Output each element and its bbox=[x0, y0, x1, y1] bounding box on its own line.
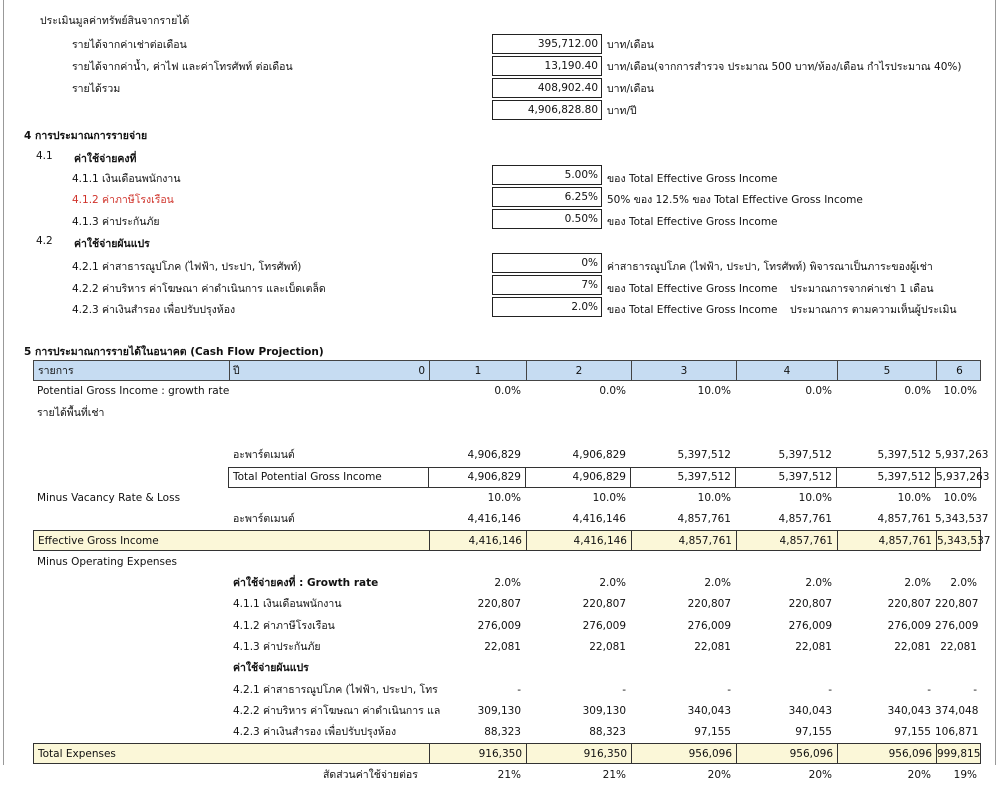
expense-percent: 6.25% bbox=[492, 187, 602, 207]
row-value-year-6: 276,009 bbox=[935, 620, 979, 632]
header-year-6: 6 bbox=[936, 361, 982, 380]
row-value-year-6 bbox=[935, 424, 981, 445]
row-value-year-3: 276,009 bbox=[687, 620, 731, 632]
expense-note: ค่าสาธารณูปโภค (ไฟฟ้า, ประปา, โทรศัพท์) พิจารณาเป็นภาระของผู้เช่า bbox=[607, 261, 933, 273]
row-value-year-5: 97,155 bbox=[894, 726, 931, 738]
row-value-year-4 bbox=[735, 403, 836, 424]
row-label: 4.2.3 ค่าเงินสำรอง เพื่อปรับปรุงห้อง bbox=[233, 726, 397, 738]
row-value-year-2: 4,416,146 bbox=[572, 513, 626, 525]
expense-note: ของ Total Effective Gross Income bbox=[607, 304, 778, 316]
row-label: Total Potential Gross Income bbox=[233, 471, 382, 483]
row-value-year-2: 88,323 bbox=[589, 726, 626, 738]
row-value-year-4: 340,043 bbox=[788, 705, 832, 717]
table-row bbox=[33, 530, 991, 551]
row-value-year-2: - bbox=[622, 684, 626, 696]
expense-note: 50% ของ 12.5% ของ Total Effective Gross Income bbox=[607, 194, 863, 206]
row-label: Minus Operating Expenses bbox=[37, 556, 177, 568]
row-value-year-4: 220,807 bbox=[788, 598, 832, 610]
row-value-year-4 bbox=[735, 424, 836, 445]
valuation-label: รายได้รวม bbox=[72, 83, 121, 95]
expense-note: ของ Total Effective Gross Income bbox=[607, 173, 778, 185]
row-value-year-4: 5,397,512 bbox=[735, 467, 836, 488]
table-header-row bbox=[33, 360, 981, 381]
row-value-year-5 bbox=[836, 403, 935, 424]
row-value-year-3: 5,397,512 bbox=[630, 467, 735, 488]
row-label: 4.1.1 เงินเดือนพนักงาน bbox=[233, 598, 342, 610]
row-value-year-6: 106,871 bbox=[935, 726, 979, 738]
row-value-year-3: 2.0% bbox=[704, 577, 731, 589]
row-label: Potential Gross Income : growth rate bbox=[37, 385, 230, 397]
valuation-value: 395,712.00 bbox=[492, 34, 602, 54]
valuation-title: ประเมินมูลค่าทรัพย์สินจากรายได้ bbox=[40, 15, 190, 27]
page-left-border bbox=[3, 0, 4, 765]
row-value-year-5: 20% bbox=[907, 769, 931, 781]
row-value-year-1: 4,416,146 bbox=[467, 513, 521, 525]
row-label: รายได้พื้นที่เช่า bbox=[37, 407, 105, 419]
row-value-year-3 bbox=[630, 658, 735, 679]
fixed-expense-number: 4.1 bbox=[36, 150, 53, 162]
row-value-year-5: 276,009 bbox=[887, 620, 931, 632]
row-value-year-1: 10.0% bbox=[487, 492, 521, 504]
row-value-year-1 bbox=[428, 403, 525, 424]
row-value-year-4 bbox=[735, 658, 836, 679]
row-value-year-1: 916,350 bbox=[429, 744, 526, 763]
expense-label: 4.2.2 ค่าบริหาร ค่าโฆษณา ค่าดำเนินการ และเบ็ดเตล็ด bbox=[72, 283, 326, 295]
row-value-year-1: 220,807 bbox=[477, 598, 521, 610]
row-value-year-6: 22,081 bbox=[940, 641, 977, 653]
row-value-year-6: 5,343,537 bbox=[935, 513, 989, 525]
page-right-border bbox=[995, 0, 996, 765]
expense-percent: 0.50% bbox=[492, 209, 602, 229]
row-label: Total Expenses bbox=[38, 748, 116, 760]
header-year-5: 5 bbox=[837, 361, 936, 380]
valuation-value: 4,906,828.80 bbox=[492, 100, 602, 120]
row-value-year-2: 22,081 bbox=[589, 641, 626, 653]
row-value-year-3: 956,096 bbox=[631, 744, 736, 763]
row-value-year-3: - bbox=[727, 684, 731, 696]
row-label: Effective Gross Income bbox=[38, 535, 159, 547]
row-label: ค่าใช้จ่ายผันแปร bbox=[233, 662, 309, 674]
row-value-year-4: 10.0% bbox=[798, 492, 832, 504]
row-value-year-3: 4,857,761 bbox=[677, 513, 731, 525]
expense-note: ของ Total Effective Gross Income bbox=[607, 216, 778, 228]
row-value-year-5: 22,081 bbox=[894, 641, 931, 653]
row-value-year-1: 4,906,829 bbox=[467, 449, 521, 461]
row-value-year-4: 22,081 bbox=[795, 641, 832, 653]
row-label: อะพาร์ตเมนต์ bbox=[233, 513, 295, 525]
row-value-year-4: 4,857,761 bbox=[778, 513, 832, 525]
table-row bbox=[33, 637, 981, 658]
row-value-year-4: - bbox=[828, 684, 832, 696]
row-value-year-2 bbox=[525, 403, 630, 424]
table-row bbox=[33, 680, 981, 701]
expense-label: 4.2.1 ค่าสาธารณูปโภค (ไฟฟ้า, ประปา, โทรศัพท์) bbox=[72, 261, 302, 273]
table-row bbox=[33, 445, 989, 466]
valuation-unit: บาท/เดือน bbox=[607, 83, 654, 95]
row-value-year-4: 97,155 bbox=[795, 726, 832, 738]
table-row bbox=[33, 403, 981, 424]
row-value-year-6: 5,343,537 bbox=[936, 531, 982, 550]
row-value-year-6 bbox=[935, 552, 981, 573]
row-value-year-3: 20% bbox=[707, 769, 731, 781]
row-label: อะพาร์ตเมนต์ bbox=[233, 449, 295, 461]
row-value-year-5: 220,807 bbox=[887, 598, 931, 610]
row-value-year-5 bbox=[836, 424, 935, 445]
row-value-year-6: 10.0% bbox=[943, 385, 977, 397]
row-value-year-1: - bbox=[517, 684, 521, 696]
expense-note-extra: ประมาณการจากค่าเช่า 1 เดือน bbox=[790, 283, 934, 295]
row-value-year-4: 5,397,512 bbox=[778, 449, 832, 461]
row-value-year-4: 0.0% bbox=[805, 385, 832, 397]
expense-percent: 5.00% bbox=[492, 165, 602, 185]
table-row bbox=[33, 658, 981, 679]
table-row bbox=[33, 616, 981, 637]
header-year-zero: 0 bbox=[229, 361, 429, 380]
row-label: Minus Vacancy Rate & Loss bbox=[37, 492, 181, 504]
row-value-year-6: 2.0% bbox=[950, 577, 977, 589]
row-value-year-5: - bbox=[927, 684, 931, 696]
row-label: ค่าใช้จ่ายคงที่ : Growth rate bbox=[233, 577, 379, 589]
row-value-year-5: 10.0% bbox=[897, 492, 931, 504]
expense-percent: 7% bbox=[492, 275, 602, 295]
row-value-year-2: 916,350 bbox=[526, 744, 631, 763]
expense-label: 4.2.3 ค่าเงินสำรอง เพื่อปรับปรุงห้อง bbox=[72, 304, 236, 316]
row-value-year-3: 5,397,512 bbox=[677, 449, 731, 461]
valuation-label: รายได้จากค่าเช่าต่อเดือน bbox=[72, 39, 187, 51]
row-value-year-3: 340,043 bbox=[687, 705, 731, 717]
row-value-year-6: 5,937,263 bbox=[935, 467, 981, 488]
row-value-year-5: 4,857,761 bbox=[837, 531, 936, 550]
row-label: 4.2.1 ค่าสาธารณูปโภค (ไฟฟ้า, ประปา, โทร bbox=[233, 684, 438, 696]
row-value-year-2: 4,906,829 bbox=[572, 449, 626, 461]
row-value-year-5: 956,096 bbox=[837, 744, 936, 763]
row-value-year-5: 2.0% bbox=[904, 577, 931, 589]
row-label: 4.2.2 ค่าบริหาร ค่าโฆษณา ค่าดำเนินการ แล bbox=[233, 705, 441, 717]
row-value-year-4: 20% bbox=[808, 769, 832, 781]
row-value-year-4: 4,857,761 bbox=[736, 531, 837, 550]
row-value-year-2: 21% bbox=[602, 769, 626, 781]
expense-label: 4.1.2 ค่าภาษีโรงเรือน bbox=[72, 194, 174, 206]
header-year-label: ปี bbox=[233, 365, 240, 377]
table-row bbox=[33, 765, 981, 786]
header-year-1: 1 bbox=[429, 361, 526, 380]
row-value-year-2 bbox=[525, 424, 630, 445]
header-year-2: 2 bbox=[526, 361, 631, 380]
table-row bbox=[33, 594, 981, 615]
row-value-year-1: 2.0% bbox=[494, 577, 521, 589]
row-value-year-6: 5,937,263 bbox=[935, 449, 989, 461]
row-value-year-1 bbox=[428, 424, 525, 445]
row-value-year-5: 340,043 bbox=[887, 705, 931, 717]
header-year-3: 3 bbox=[631, 361, 736, 380]
row-value-year-6: 999,815 bbox=[936, 744, 982, 763]
cash-flow-table bbox=[33, 360, 991, 781]
row-value-year-1: 4,906,829 bbox=[428, 467, 525, 488]
row-value-year-4: 276,009 bbox=[788, 620, 832, 632]
expense-percent: 2.0% bbox=[492, 297, 602, 317]
row-value-year-6 bbox=[935, 403, 981, 424]
expense-label: 4.1.1 เงินเดือนพนักงาน bbox=[72, 173, 181, 185]
row-value-year-1: 4,416,146 bbox=[429, 531, 526, 550]
row-label: 4.1.2 ค่าภาษีโรงเรือน bbox=[233, 620, 335, 632]
row-value-year-6: 19% bbox=[953, 769, 977, 781]
row-value-year-2: 4,906,829 bbox=[525, 467, 630, 488]
row-value-year-3: 10.0% bbox=[697, 385, 731, 397]
expense-percent: 0% bbox=[492, 253, 602, 273]
table-row bbox=[33, 722, 981, 743]
row-value-year-1: 309,130 bbox=[477, 705, 521, 717]
row-value-year-1: 21% bbox=[497, 769, 521, 781]
row-value-year-3 bbox=[630, 552, 735, 573]
header-year-4: 4 bbox=[736, 361, 837, 380]
row-value-year-2: 220,807 bbox=[582, 598, 626, 610]
table-row bbox=[33, 701, 981, 722]
row-value-year-1 bbox=[428, 658, 525, 679]
valuation-unit: บาท/เดือน(จากการสำรวจ ประมาณ 500 บาท/ห้อง/เดือน กำไรประมาณ 40%) bbox=[607, 61, 962, 73]
table-row bbox=[33, 488, 981, 509]
fixed-expense-title: ค่าใช้จ่ายคงที่ bbox=[74, 153, 137, 165]
row-value-year-3 bbox=[630, 403, 735, 424]
row-value-year-5: 5,397,512 bbox=[877, 449, 931, 461]
expense-note: ของ Total Effective Gross Income bbox=[607, 283, 778, 295]
row-value-year-3: 97,155 bbox=[694, 726, 731, 738]
row-value-year-1: 22,081 bbox=[484, 641, 521, 653]
row-value-year-1: 0.0% bbox=[494, 385, 521, 397]
row-value-year-6: - bbox=[973, 684, 977, 696]
row-value-year-6: 10.0% bbox=[943, 492, 977, 504]
expense-label: 4.1.3 ค่าประกันภัย bbox=[72, 216, 160, 228]
row-value-year-5: 4,857,761 bbox=[877, 513, 931, 525]
table-row bbox=[33, 743, 981, 764]
row-value-year-4: 2.0% bbox=[805, 577, 832, 589]
projection-title: 5 การประมาณการรายได้ในอนาคต (Cash Flow Projection) bbox=[24, 346, 324, 358]
row-value-year-1 bbox=[428, 552, 525, 573]
valuation-unit: บาท/เดือน bbox=[607, 39, 654, 51]
row-value-year-6: 220,807 bbox=[935, 598, 979, 610]
row-value-year-1: 88,323 bbox=[484, 726, 521, 738]
table-row bbox=[33, 509, 989, 530]
table-row bbox=[33, 381, 981, 402]
row-label: สัดส่วนค่าใช้จ่ายต่อร bbox=[323, 769, 418, 781]
row-value-year-5: 0.0% bbox=[904, 385, 931, 397]
table-row bbox=[33, 552, 981, 573]
valuation-label: รายได้จากค่าน้ำ, ค่าไฟ และค่าโทรศัพท์ ต่อเดือน bbox=[72, 61, 293, 73]
expense-note-extra: ประมาณการ ตามความเห็นผู้ประเมิน bbox=[790, 304, 957, 316]
valuation-value: 408,902.40 bbox=[492, 78, 602, 98]
row-value-year-1: 276,009 bbox=[477, 620, 521, 632]
row-value-year-4 bbox=[735, 552, 836, 573]
variable-expense-title: ค่าใช้จ่ายผันแปร bbox=[74, 238, 150, 250]
expenses-title: 4 การประมาณการรายจ่าย bbox=[24, 130, 148, 142]
row-value-year-3 bbox=[630, 424, 735, 445]
row-value-year-3: 22,081 bbox=[694, 641, 731, 653]
valuation-unit: บาท/ปี bbox=[607, 105, 637, 117]
row-value-year-3: 220,807 bbox=[687, 598, 731, 610]
row-value-year-5 bbox=[836, 658, 935, 679]
table-row bbox=[33, 573, 981, 594]
row-value-year-6: 374,048 bbox=[935, 705, 979, 717]
row-value-year-2 bbox=[525, 552, 630, 573]
row-value-year-5: 5,397,512 bbox=[836, 467, 935, 488]
row-value-year-2 bbox=[525, 658, 630, 679]
table-row bbox=[33, 424, 981, 445]
row-value-year-5 bbox=[836, 552, 935, 573]
row-label: 4.1.3 ค่าประกันภัย bbox=[233, 641, 321, 653]
row-value-year-2: 2.0% bbox=[599, 577, 626, 589]
variable-expense-number: 4.2 bbox=[36, 235, 53, 247]
row-value-year-4: 956,096 bbox=[736, 744, 837, 763]
row-value-year-3: 10.0% bbox=[697, 492, 731, 504]
header-item-label: รายการ bbox=[38, 365, 74, 377]
valuation-value: 13,190.40 bbox=[492, 56, 602, 76]
row-value-year-2: 10.0% bbox=[592, 492, 626, 504]
row-value-year-6 bbox=[935, 658, 981, 679]
table-row bbox=[33, 467, 990, 488]
row-value-year-2: 276,009 bbox=[582, 620, 626, 632]
row-value-year-3: 4,857,761 bbox=[631, 531, 736, 550]
row-value-year-2: 4,416,146 bbox=[526, 531, 631, 550]
row-value-year-2: 0.0% bbox=[599, 385, 626, 397]
row-value-year-2: 309,130 bbox=[582, 705, 626, 717]
